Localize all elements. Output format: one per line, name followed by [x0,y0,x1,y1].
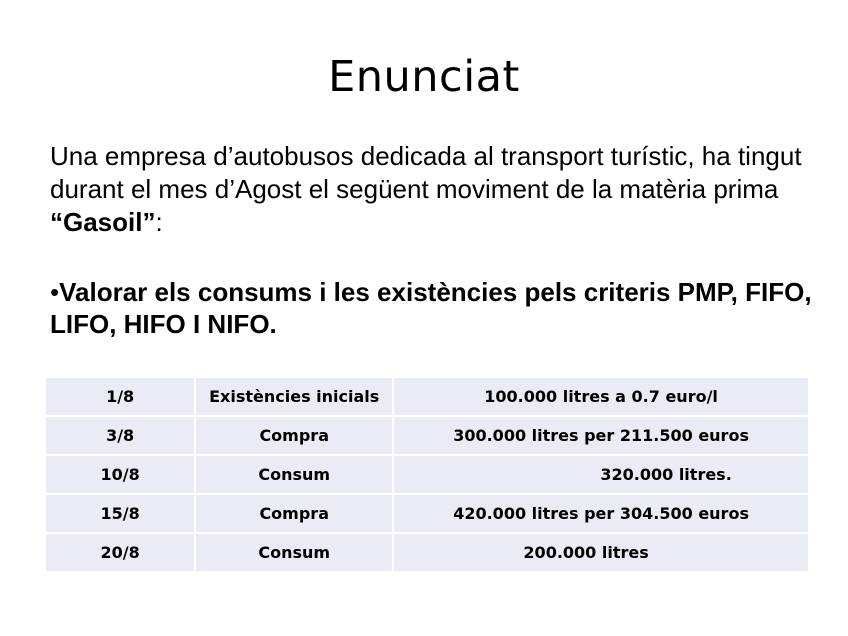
intro-suffix: : [155,207,163,237]
table-row [46,494,808,533]
date-cell: 15/8 [46,494,195,533]
date-cell: 20/8 [46,533,195,571]
concept-cell: Compra [195,416,393,455]
detail-cell: 100.000 litres a 0.7 euro/l [393,378,808,416]
intro-text: Una empresa d’autobusos dedicada al transport turístic, ha tingut durant el mes d’Agost el següent moviment de la matèria prima [50,141,802,204]
date-cell: 10/8 [46,455,195,494]
date-cell: 3/8 [46,416,195,455]
concept-cell: Compra [195,494,393,533]
table-row [46,378,808,416]
concept-cell: Existències inicials [195,378,393,416]
table-row [46,455,808,494]
table-row [46,533,808,571]
date-cell: 1/8 [46,378,195,416]
movements-table [46,378,808,571]
slide-title: Enunciat [328,52,520,102]
bullet-marker: • [50,277,60,307]
detail-cell: 300.000 litres per 211.500 euros [393,416,808,455]
concept-cell: Consum [195,533,393,571]
task-bullet [50,276,820,340]
concept-cell: Consum [195,455,393,494]
table-row [46,416,808,455]
detail-cell: 200.000 litres [393,533,808,571]
bullet-text: Valorar els consums i les existències pels criteris PMP, FIFO, LIFO, HIFO I NIFO. [50,277,812,339]
detail-cell: 420.000 litres per 304.500 euros [393,494,808,533]
intro-highlight: “Gasoil” [50,207,156,237]
intro-paragraph [50,140,820,239]
detail-cell: 320.000 litres. [393,455,808,494]
